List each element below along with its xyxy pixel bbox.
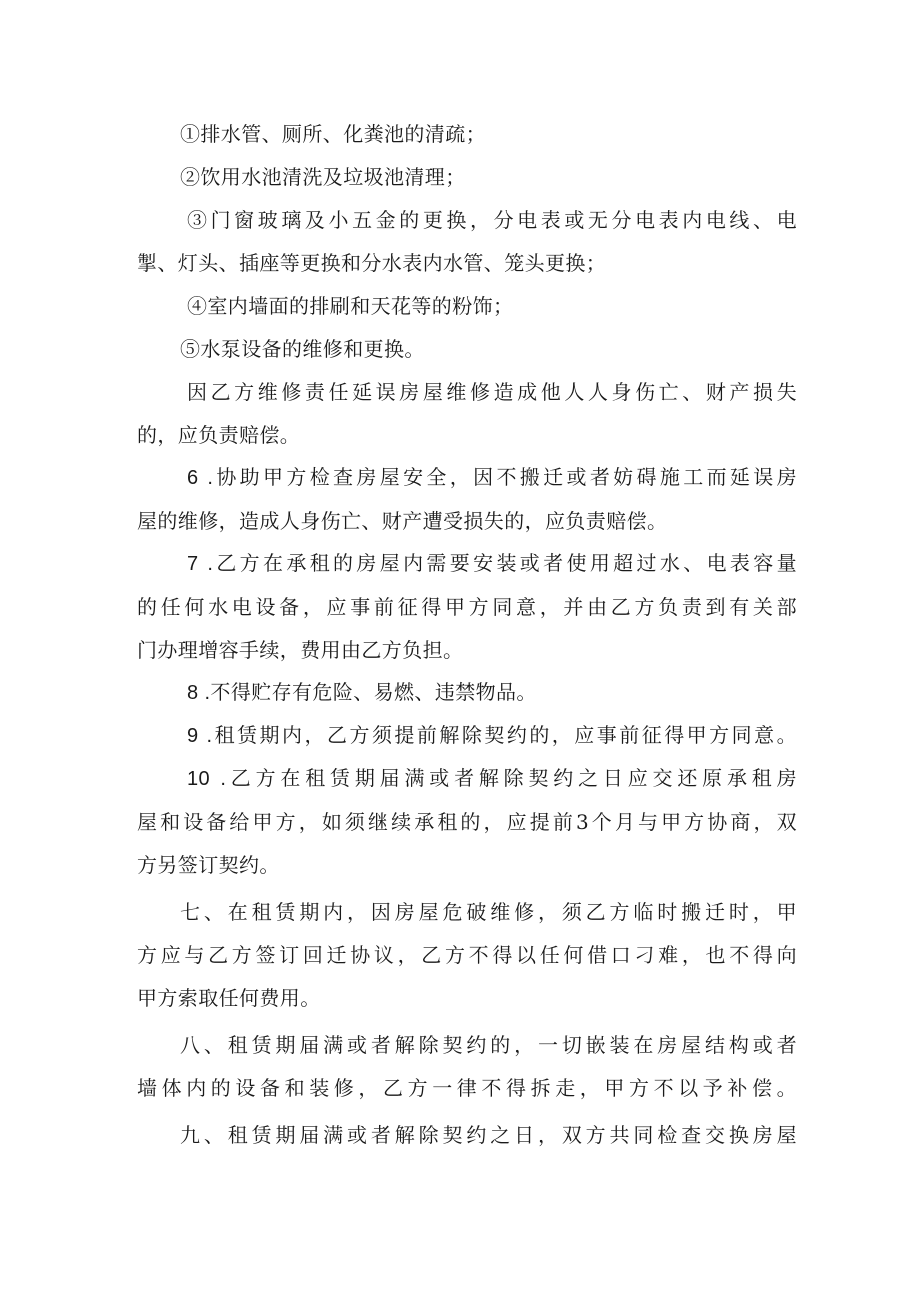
text-line: 掣、灯头、插座等更换和分水表内水管、笼头更换； — [137, 251, 607, 275]
text-line: 墙体内的设备和装修，乙方一律不得拆走，甲方不以予补偿。 — [137, 1076, 797, 1100]
text-line: 因乙方维修责任延误房屋维修造成他人人身伤亡、财产损失 — [187, 380, 797, 404]
text-line: ④室内墙面的排刷和天花等的粉饰； — [187, 294, 514, 318]
text-line: 10 .乙方在租赁期届满或者解除契约之日应交还原承租房 — [187, 768, 797, 790]
text-line: 8 .不得贮存有危险、易燃、违禁物品。 — [187, 682, 537, 704]
text-line: 七、在租赁期内，因房屋危破维修，须乙方临时搬迁时，甲 — [180, 900, 797, 924]
text-line: 九、租赁期届满或者解除契约之日，双方共同检查交换房屋 — [180, 1123, 797, 1147]
text-line: 方另签订契约。 — [137, 853, 280, 877]
text-line: 屋的维修，造成人身伤亡、财产遭受损失的，应负责赔偿。 — [137, 509, 668, 533]
text-line: 门办理增容手续，费用由乙方负担。 — [137, 638, 464, 662]
text-line: 9 .租赁期内，乙方须提前解除契约的，应事前征得甲方同意。 — [187, 725, 797, 747]
text-line: 6 .协助甲方检查房屋安全，因不搬迁或者妨碍施工而延误房 — [187, 467, 797, 489]
text-line: ②饮用水池清洗及垃圾池清理； — [180, 165, 466, 189]
text-line: 7 .乙方在承租的房屋内需要安装或者使用超过水、电表容量 — [187, 553, 797, 575]
text-line: 的任何水电设备，应事前征得甲方同意，并由乙方负责到有关部 — [137, 595, 797, 619]
text-line: 方应与乙方签订回迁协议，乙方不得以任何借口刁难，也不得向 — [137, 943, 797, 967]
text-line: 甲方索取任何费用。 — [137, 986, 321, 1010]
text-line: 的，应负责赔偿。 — [137, 423, 301, 447]
document-body — [137, 113, 797, 1157]
text-line: 屋和设备给甲方，如须继续承租的，应提前3个月与甲方协商，双 — [137, 810, 797, 834]
text-line: ⑤水泵设备的维修和更换。 — [180, 337, 425, 361]
text-line: 八、租赁期届满或者解除契约的，一切嵌装在房屋结构或者 — [180, 1033, 797, 1057]
text-line: ①排水管、厕所、化粪池的清疏； — [180, 122, 486, 146]
text-line: ③门窗玻璃及小五金的更换，分电表或无分电表内电线、电 — [187, 208, 797, 232]
